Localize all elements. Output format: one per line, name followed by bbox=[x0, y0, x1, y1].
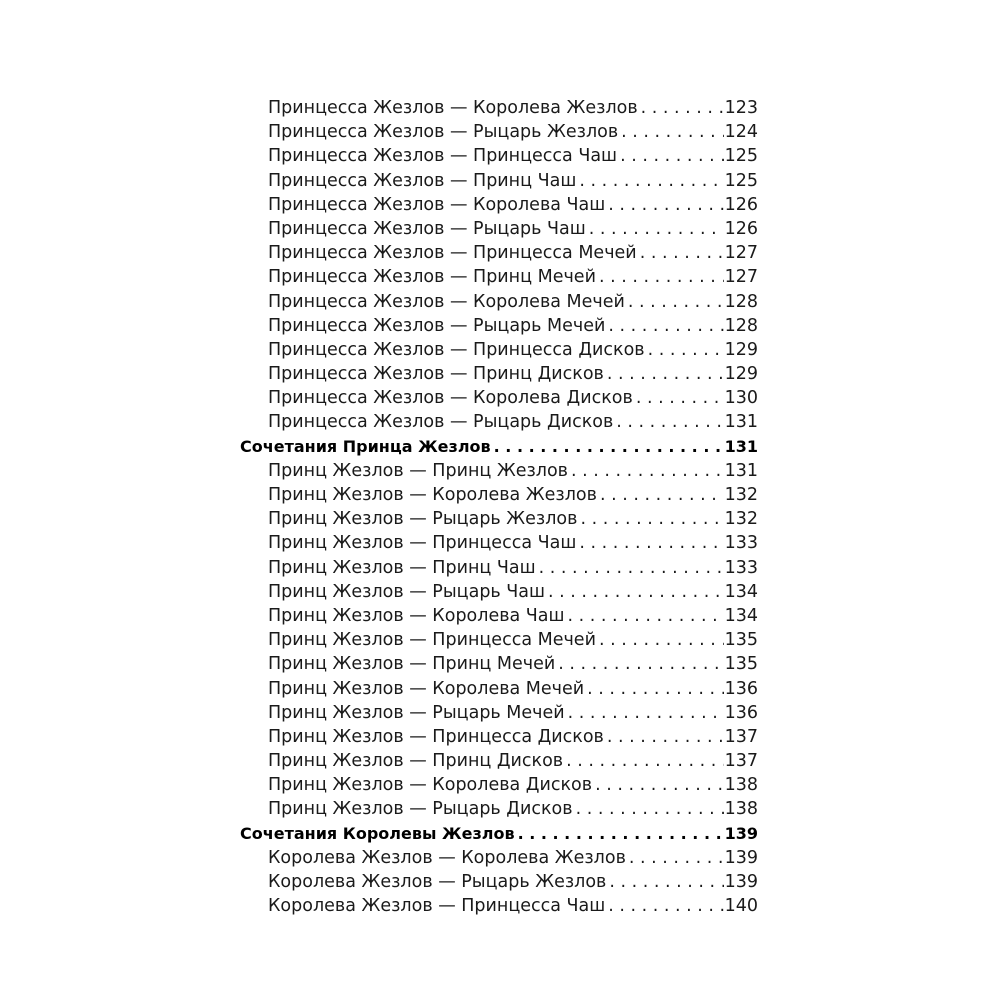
toc-entry[interactable] bbox=[240, 556, 758, 580]
toc-entry[interactable] bbox=[240, 773, 758, 797]
toc-entry[interactable] bbox=[240, 96, 758, 120]
dot-leader bbox=[599, 265, 724, 289]
toc-entry[interactable] bbox=[240, 846, 758, 870]
dot-leader bbox=[607, 362, 724, 386]
dot-leader bbox=[608, 894, 723, 918]
toc-entry-page-number: 138 bbox=[724, 799, 758, 820]
toc-entry[interactable] bbox=[240, 507, 758, 531]
toc-entry-title: Принцесса Жезлов — Королева Мечей bbox=[268, 291, 625, 312]
toc-entry-page-number: 130 bbox=[724, 388, 758, 409]
toc-entry-title: Принц Жезлов — Принц Жезлов bbox=[268, 460, 568, 481]
toc-entry-title: Принц Жезлов — Королева Мечей bbox=[268, 678, 585, 699]
toc-entry-title: Принцесса Жезлов — Принцесса Мечей bbox=[268, 243, 637, 264]
dot-leader bbox=[599, 628, 724, 652]
toc-entry-title: Принцесса Жезлов — Королева Дисков bbox=[268, 388, 633, 409]
toc-entry-page-number: 128 bbox=[724, 315, 758, 336]
toc-entry[interactable] bbox=[240, 241, 758, 265]
toc-entry-title: Принц Жезлов — Принц Чаш bbox=[268, 557, 536, 578]
toc-entry-title: Королева Жезлов — Рыцарь Жезлов bbox=[268, 872, 607, 892]
toc-entry[interactable] bbox=[240, 169, 758, 193]
dot-leader bbox=[518, 822, 724, 846]
toc-entry-page-number: 135 bbox=[724, 654, 758, 675]
toc-entry-title: Принц Жезлов — Королева Дисков bbox=[268, 775, 593, 796]
toc-entry-page-number: 139 bbox=[724, 847, 758, 868]
toc-entry-title: Принц Жезлов — Принцесса Дисков bbox=[268, 726, 604, 747]
toc-entry-page-number: 125 bbox=[724, 170, 758, 191]
toc-entry[interactable] bbox=[240, 265, 758, 289]
dot-leader bbox=[579, 531, 723, 555]
toc-entry-page-number: 127 bbox=[724, 267, 758, 288]
toc-entry-page-number: 131 bbox=[724, 412, 758, 433]
toc-entry-page-number: 123 bbox=[724, 98, 758, 118]
dot-leader bbox=[636, 386, 724, 410]
dot-leader bbox=[589, 217, 724, 241]
toc-entry-page-number: 135 bbox=[724, 630, 758, 651]
dot-leader bbox=[616, 410, 723, 434]
dot-leader bbox=[621, 120, 723, 144]
dot-leader bbox=[571, 459, 724, 483]
toc-entry-title: Принцесса Жезлов — Принц Мечей bbox=[268, 267, 596, 288]
toc-entry-title: Принцесса Жезлов — Рыцарь Мечей bbox=[268, 315, 606, 336]
toc-entry[interactable] bbox=[240, 120, 758, 144]
toc-entry-page-number: 138 bbox=[724, 775, 758, 796]
toc-entry-title: Принц Жезлов — Принцесса Мечей bbox=[268, 630, 596, 651]
dot-leader bbox=[539, 556, 724, 580]
toc-entry-page-number: 128 bbox=[724, 291, 758, 312]
dot-leader bbox=[576, 797, 724, 821]
dot-leader bbox=[629, 846, 724, 870]
toc-entry[interactable] bbox=[240, 652, 758, 676]
toc-entry-page-number: 133 bbox=[724, 557, 758, 578]
toc-entry[interactable] bbox=[240, 193, 758, 217]
toc-entry-page-number: 133 bbox=[724, 533, 758, 554]
toc-entry-title: Принц Жезлов — Королева Жезлов bbox=[268, 485, 597, 505]
toc-entry-page-number: 131 bbox=[724, 460, 758, 481]
toc-entry[interactable] bbox=[240, 894, 758, 918]
toc-entry-title: Принцесса Жезлов — Принцесса Дисков bbox=[268, 339, 645, 360]
toc-entry-page-number: 136 bbox=[724, 678, 758, 699]
dot-leader bbox=[579, 169, 723, 193]
toc-entry-page-number: 132 bbox=[724, 485, 758, 505]
toc-entry-title: Принцесса Жезлов — Королева Жезлов bbox=[268, 98, 638, 118]
toc-entry-page-number: 127 bbox=[724, 243, 758, 264]
toc-entry[interactable] bbox=[240, 386, 758, 410]
dot-leader bbox=[628, 290, 724, 314]
toc-entry-title: Принц Жезлов — Рыцарь Жезлов bbox=[268, 509, 578, 530]
toc-entry[interactable] bbox=[240, 580, 758, 604]
toc-entry-title: Королева Жезлов — Принцесса Чаш bbox=[268, 896, 606, 917]
toc-entry[interactable] bbox=[240, 459, 758, 483]
dot-leader bbox=[568, 604, 724, 628]
toc-entry-title: Принц Жезлов — Рыцарь Дисков bbox=[268, 799, 573, 820]
toc-entry-page-number: 131 bbox=[724, 436, 758, 456]
toc-entry[interactable] bbox=[240, 338, 758, 362]
toc-entry-title: Принц Жезлов — Королева Чаш bbox=[268, 605, 565, 626]
toc-entry[interactable] bbox=[240, 314, 758, 338]
toc-entry-page-number: 137 bbox=[724, 751, 758, 772]
toc-entry-page-number: 139 bbox=[724, 872, 758, 892]
toc-entry[interactable] bbox=[240, 677, 758, 701]
toc-entry[interactable] bbox=[240, 144, 758, 168]
toc-entry[interactable] bbox=[240, 290, 758, 314]
dot-leader bbox=[609, 870, 723, 894]
dot-leader bbox=[607, 725, 724, 749]
toc-entry[interactable] bbox=[240, 870, 758, 894]
toc-entry-title: Принцесса Жезлов — Рыцарь Чаш bbox=[268, 218, 586, 239]
toc-entry[interactable] bbox=[240, 628, 758, 652]
toc-entry-title: Принц Жезлов — Принцесса Чаш bbox=[268, 533, 577, 554]
toc-entry[interactable] bbox=[240, 749, 758, 773]
dot-leader bbox=[608, 193, 723, 217]
toc-entry[interactable] bbox=[240, 604, 758, 628]
dot-leader bbox=[548, 580, 724, 604]
dot-leader bbox=[620, 144, 724, 168]
toc-entry-page-number: 137 bbox=[724, 726, 758, 747]
toc-entry[interactable] bbox=[240, 483, 758, 507]
dot-leader bbox=[648, 338, 724, 362]
toc-entry-page-number: 126 bbox=[724, 218, 758, 239]
toc-entry-title: Принц Жезлов — Принц Мечей bbox=[268, 654, 556, 675]
toc-entry-title: Принцесса Жезлов — Рыцарь Жезлов bbox=[268, 122, 619, 143]
dot-leader bbox=[587, 677, 723, 701]
toc-entry-page-number: 129 bbox=[724, 364, 758, 385]
toc-entry-title: Принцесса Жезлов — Королева Чаш bbox=[268, 194, 606, 215]
toc-entry-page-number: 126 bbox=[724, 194, 758, 215]
toc-entry[interactable] bbox=[240, 701, 758, 725]
toc-entry-title: Принцесса Жезлов — Принц Чаш bbox=[268, 170, 577, 191]
toc-entry-page-number: 124 bbox=[724, 122, 758, 143]
toc-entry-page-number: 140 bbox=[724, 896, 758, 917]
toc-entry[interactable] bbox=[240, 410, 758, 434]
dot-leader bbox=[558, 652, 723, 676]
dot-leader bbox=[640, 241, 724, 265]
toc-entry-title: Принцесса Жезлов — Рыцарь Дисков bbox=[268, 412, 614, 433]
toc-entry-title: Сочетания Принца Жезлов bbox=[240, 436, 491, 456]
dot-leader bbox=[580, 507, 723, 531]
dot-leader bbox=[568, 701, 724, 725]
toc-entry-page-number: 136 bbox=[724, 702, 758, 723]
toc-entry-page-number: 134 bbox=[724, 581, 758, 602]
toc-entry[interactable] bbox=[240, 217, 758, 241]
toc-entry-title: Принцесса Жезлов — Принц Дисков bbox=[268, 364, 604, 385]
toc-entry[interactable] bbox=[240, 531, 758, 555]
toc-entry-title: Принц Жезлов — Принц Дисков bbox=[268, 751, 564, 772]
toc-entry-title: Сочетания Королевы Жезлов bbox=[240, 823, 515, 843]
toc-entry-title: Принцесса Жезлов — Принцесса Чаш bbox=[268, 146, 618, 167]
dot-leader bbox=[494, 435, 724, 459]
table-of-contents bbox=[240, 96, 758, 918]
toc-entry-page-number: 129 bbox=[724, 339, 758, 360]
toc-entry-title: Принц Жезлов — Рыцарь Мечей bbox=[268, 702, 565, 723]
dot-leader bbox=[595, 773, 724, 797]
toc-section-heading[interactable] bbox=[240, 435, 758, 459]
toc-entry[interactable] bbox=[240, 797, 758, 821]
toc-entry[interactable] bbox=[240, 362, 758, 386]
toc-entry-page-number: 139 bbox=[724, 823, 758, 843]
toc-entry-title: Королева Жезлов — Королева Жезлов bbox=[268, 847, 626, 868]
toc-entry-page-number: 132 bbox=[724, 509, 758, 530]
dot-leader bbox=[600, 483, 724, 507]
toc-entry-title: Принц Жезлов — Рыцарь Чаш bbox=[268, 581, 546, 602]
toc-entry-page-number: 125 bbox=[724, 146, 758, 167]
dot-leader bbox=[641, 96, 724, 120]
toc-section-heading[interactable] bbox=[240, 822, 758, 846]
dot-leader bbox=[566, 749, 723, 773]
dot-leader bbox=[608, 314, 723, 338]
toc-entry-page-number: 134 bbox=[724, 605, 758, 626]
toc-entry[interactable] bbox=[240, 725, 758, 749]
